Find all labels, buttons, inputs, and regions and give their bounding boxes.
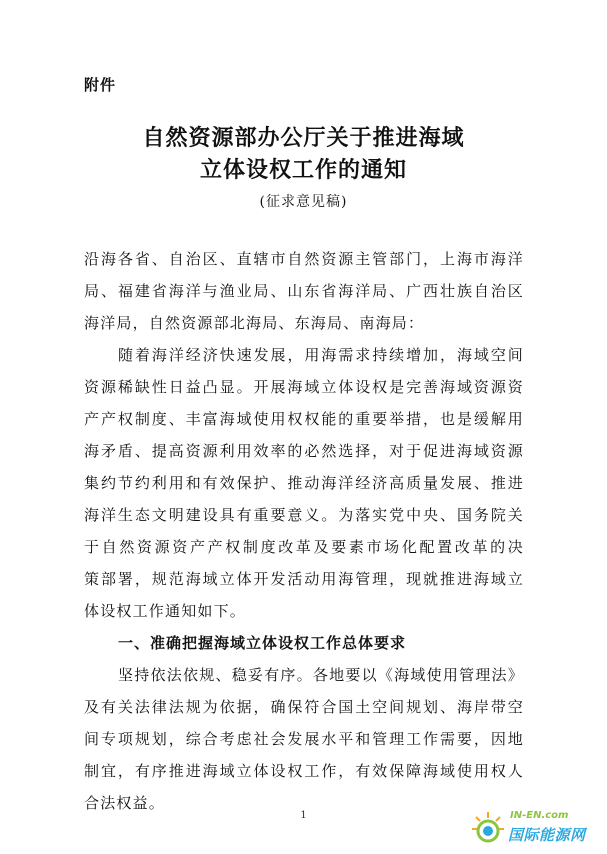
watermark	[470, 808, 602, 848]
sun-ring-logo-icon	[470, 810, 506, 846]
paragraph-line: 产产权制度、丰富海域使用权权能的重要举措，也是缓解用	[84, 410, 524, 428]
paragraph-line: 合法权益。	[84, 794, 166, 812]
watermark-en-text: IN-EN.com	[510, 810, 569, 821]
paragraph-line: 集约节约利用和有效保护、推动海洋经济高质量发展、推进	[84, 474, 524, 492]
paragraph-line: 于自然资源资产产权制度改革及要素市场化配置改革的决	[84, 538, 524, 556]
watermark-cn-text: 国际能源网	[508, 826, 586, 844]
paragraph-line: 间专项规划，综合考虑社会发展水平和管理工作需要，因地	[84, 730, 524, 748]
paragraph-line: 海矛盾、提高资源利用效率的必然选择，对于促进海域资源	[84, 442, 524, 460]
attachment-label: 附件	[84, 76, 117, 94]
page-number: 1	[300, 810, 307, 821]
paragraph-line: 体设权工作通知如下。	[84, 602, 247, 620]
document-subtitle: (征求意见稿)	[259, 194, 348, 210]
paragraph-line: 策部署，规范海域立体开发活动用海管理，现就推进海域立	[84, 570, 524, 588]
addressee-line: 沿海各省、自治区、直辖市自然资源主管部门，上海市海洋	[84, 250, 524, 268]
addressee-line: 局、福建省海洋与渔业局、山东省海洋局、广西壮族自治区	[84, 282, 524, 300]
section-heading: 一、准确把握海域立体设权工作总体要求	[118, 634, 407, 652]
paragraph-line: 及有关法律法规为依据，确保符合国土空间规划、海岸带空	[84, 698, 524, 716]
paragraph-line: 制宜，有序推进海域立体设权工作，有效保障海域使用权人	[84, 762, 524, 780]
paragraph-line: 坚持依法依规、稳妥有序。各地要以《海域使用管理法》	[118, 666, 524, 684]
paragraph-line: 海洋生态文明建设具有重要意义。为落实党中央、国务院关	[84, 506, 524, 524]
document-title-line1: 自然资源部办公厅关于推进海域	[142, 126, 465, 151]
paragraph-line: 随着海洋经济快速发展，用海需求持续增加，海域空间	[118, 346, 524, 364]
addressee-line: 海洋局，自然资源部北海局、东海局、南海局：	[84, 314, 425, 332]
paragraph-line: 资源稀缺性日益凸显。开展海域立体设权是完善海域资源资	[84, 378, 524, 396]
document-title-line2: 立体设权工作的通知	[199, 158, 407, 183]
